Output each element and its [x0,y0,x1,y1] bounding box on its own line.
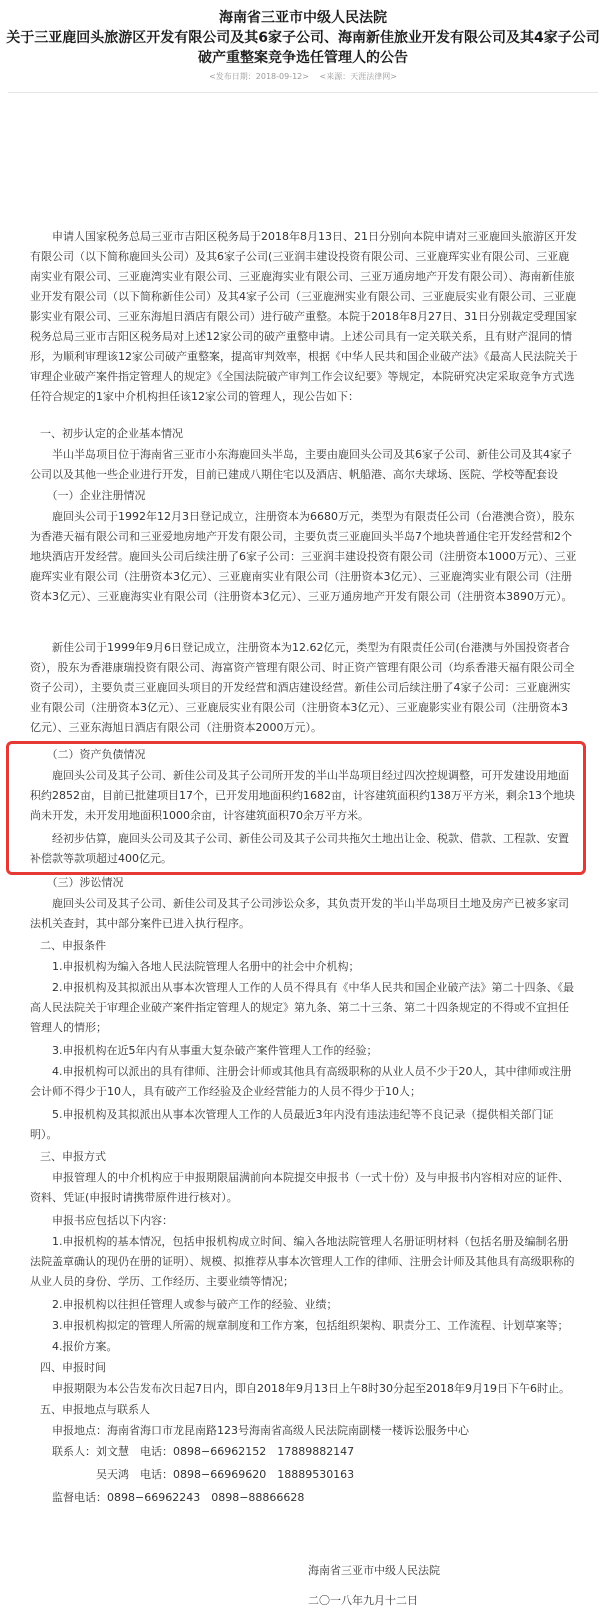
intro-paragraph: 申请人国家税务总局三亚市吉阳区税务局于2018年8月13日、21日分别向本院申请对三亚鹿回头旅游区开发有限公司（以下简称鹿回头公司）及其6家子公司(三亚润丰建设投资有限公司、三亚鹿珲实业有限公司、三亚鹿南实业有限公司、三亚鹿湾实业有限公司、三亚鹿海实业有限公司、三亚万通房地产开发有限公司）、海南新佳旅业开发有限公司（以下简称新佳公司）及其4家子公司（三亚鹿洲实业有限公司、三亚鹿辰实业有限公司、三亚鹿影实业有限公司、三亚东海旭日酒店有限公司）进行破产重整。本院于2018年8月27日、31日分别裁定受理国家税务总局三亚市吉阳区税务局对上述12家公司的破产重整申请。上述公司具有一定关联关系，且有财产混同的情形，为顺利审理该12家公司破产重整案，提高审判效率，根据《中华人民共和国企业破产法》《最高人民法院关于审理企业破产案件指定管理人的规定》《全国法院破产审判工作会议纪要》等规定，本院研究决定采取竞争方式选任符合规定的1家中介机构担任该12家公司的管理人，现公告如下： [30,230,578,403]
subsection-heading-registration: （一）企业注册情况 [30,489,146,502]
publish-date: <发布日期：2018-09-12> [209,72,309,81]
subsection-heading-assets: （二）资产负债情况 [30,748,146,761]
supervision-phone: 监督电话：0898−66962243 0898−88866628 [30,1491,305,1504]
debt-estimate-paragraph: 经初步估算，鹿回头公司及其子公司、新佳公司及其子公司共拖欠土地出让金、税款、借款、工程款、安置补偿款等款项超过400亿元。 [30,832,569,865]
court-name-heading: 海南省三亚市中级人民法院 [219,10,387,26]
section-heading-1: 一、初步认定的企业基本情况 [18,427,183,440]
application-content-item-4: 4.报价方案。 [30,1340,118,1353]
application-content-item-2: 2.申报机构以往担任管理人或参与破产工作的经验、业绩； [30,1298,338,1311]
article-header [0,0,606,93]
section-heading-5: 五、申报地点与联系人 [18,1403,150,1416]
section-heading-2: 二、申报条件 [18,939,106,952]
application-period-paragraph: 申报期限为本公告发布次日起7日内，即自2018年9月13日上午8时30分起至2018年9月19日下午6时止。 [30,1382,570,1395]
article-title: 关于三亚鹿回头旅游区开发有限公司及其6家子公司、海南新佳旅业开发有限公司及其4家子公司破产重整案竞争选任管理人的公告 [6,30,600,66]
land-development-paragraph: 鹿回头公司及其子公司、新佳公司及其子公司所开发的半山半岛项目经过四次控规调整，可开发建设用地面积约2852亩，目前已批建项目17个，已开发用地面积约1682亩，计容建筑面积约138万平方米，剩余13个地块尚未开发，未开发用地面积1000余亩，计容建筑面积70余万平方米。 [30,769,575,822]
condition-item-4: 4.申报机构可以派出的具有律师、注册会计师或其他具有高级职称的从业人员不少于20人，其中律师或注册会计师不得少于10人，具有破产工作经验及企业经营能力的人员不得少于10人； [30,1065,572,1098]
application-contents-intro: 申报书应包括以下内容： [30,1214,173,1227]
signature-court: 海南省三亚市中级人民法院 [308,1564,440,1577]
contact-person-1: 联系人：刘文慧 电话：0898−66962152 17889882147 [30,1445,355,1458]
header-divider [8,92,598,93]
highlight-box [6,741,586,875]
application-content-item-3: 3.申报机构拟定的管理人所需的规章制度和工作方案，包括组织架构、职责分工、工作流程、计划草案等； [30,1319,569,1332]
signature-date: 二〇一八年九月十二日 [308,1594,418,1607]
source-label: <来源：天涯法律网> [319,72,397,81]
contact-person-2: 吴天鸿 电话：0898−66969620 18889530163 [30,1468,355,1481]
section-heading-4: 四、申报时间 [18,1361,106,1374]
condition-item-3: 3.申报机构在近5年内有从事重大复杂破产案件管理人工作的经验； [30,1044,378,1057]
section-heading-3: 三、申报方式 [18,1150,106,1163]
project-overview-paragraph: 半山半岛项目位于海南省三亚市小东海鹿回头半岛，主要由鹿回头公司及其6家子公司、新佳公司及其4家子公司以及其他一些企业进行开发，目前已建成八期住宅以及酒店、帆船港、高尔夫球场、医院、学校等配套设 [30,448,572,481]
condition-item-2: 2.申报机构及其拟派出从事本次管理人工作的人员不得具有《中华人民共和国企业破产法》第二十四条、《最高人民法院关于审理企业破产案件指定管理人的规定》第九条、第二十三条、第二十四条规定的不得或不宜担任管理人的情形； [30,981,574,1034]
condition-item-1: 1.申报机构为编入各地人民法院管理人名册中的社会中介机构； [30,960,360,973]
luhuitou-registration-paragraph: 鹿回头公司于1992年12月3日登记成立，注册资本为6680万元，类型为有限责任公司（台港澳合资），股东为香港天福有限公司和三亚爱地房地产开发有限公司，主要负责三亚鹿回头半岛7个地块普通住宅开发经营和2个地块酒店开发经营。鹿回头公司后续注册了6家子公司：三亚润丰建设投资有限公司（注册资本1000万元）、三亚鹿珲实业有限公司（注册资本3亿元）、三亚鹿南实业有限公司（注册资本3亿元）、三亚鹿湾实业有限公司（注册资本3亿元）、三亚鹿海实业有限公司（注册资本3亿元）、三亚万通房地产开发有限公司（注册资本3890万元）。 [30,510,577,603]
article-meta [0,70,606,84]
litigation-paragraph: 鹿回头公司及其子公司、新佳公司及其子公司涉讼众多，其负责开发的半山半岛项目土地及房产已被多家司法机关查封，其中部分案件已进入执行程序。 [30,897,569,930]
application-location: 申报地点：海南省海口市龙昆南路123号海南省高级人民法院南副楼一楼诉讼服务中心 [30,1424,469,1437]
xinjia-registration-paragraph: 新佳公司于1999年9月6日登记成立，注册资本为12.62亿元，类型为有限责任公司(台港澳与外国投资者合资），股东为香港康瑞投资有限公司、海富资产管理有限公司、时正资产管理有限公司（均系香港天福有限公司全资子公司），主要负责三亚鹿回头项目的开发经营和酒店建设经营。新佳公司后续注册了4家子公司：三亚鹿洲实业有限公司（注册资本3亿元）、三亚鹿辰实业有限公司（注册资本3亿元）、三亚鹿影实业有限公司（注册资本3亿元）、三亚东海旭日酒店有限公司（注册资本2000万元）。 [30,641,575,734]
subsection-heading-litigation: （三）涉讼情况 [30,876,124,889]
condition-item-5: 5.申报机构及其拟派出从事本次管理人工作的人员最近3年内没有违法违纪等不良记录（提供相关部门证明）。 [30,1108,554,1141]
application-method-paragraph: 申报管理人的中介机构应于申报期限届满前向本院提交申报书（一式十份）及与申报书内容相对应的证件、资料、凭证(申报时请携带原件进行核对）。 [30,1171,569,1204]
application-content-item-1: 1.申报机构的基本情况，包括申报机构成立时间、编入各地法院管理人名册证明材料（包括名册及编制名册法院盖章确认的现仍在册的证明）、规模、拟推荐从事本次管理人工作的律师、注册会计师及其他具有高级职称的从业人员的身份、学历、工作经历、主要业绩等情况； [30,1235,575,1288]
